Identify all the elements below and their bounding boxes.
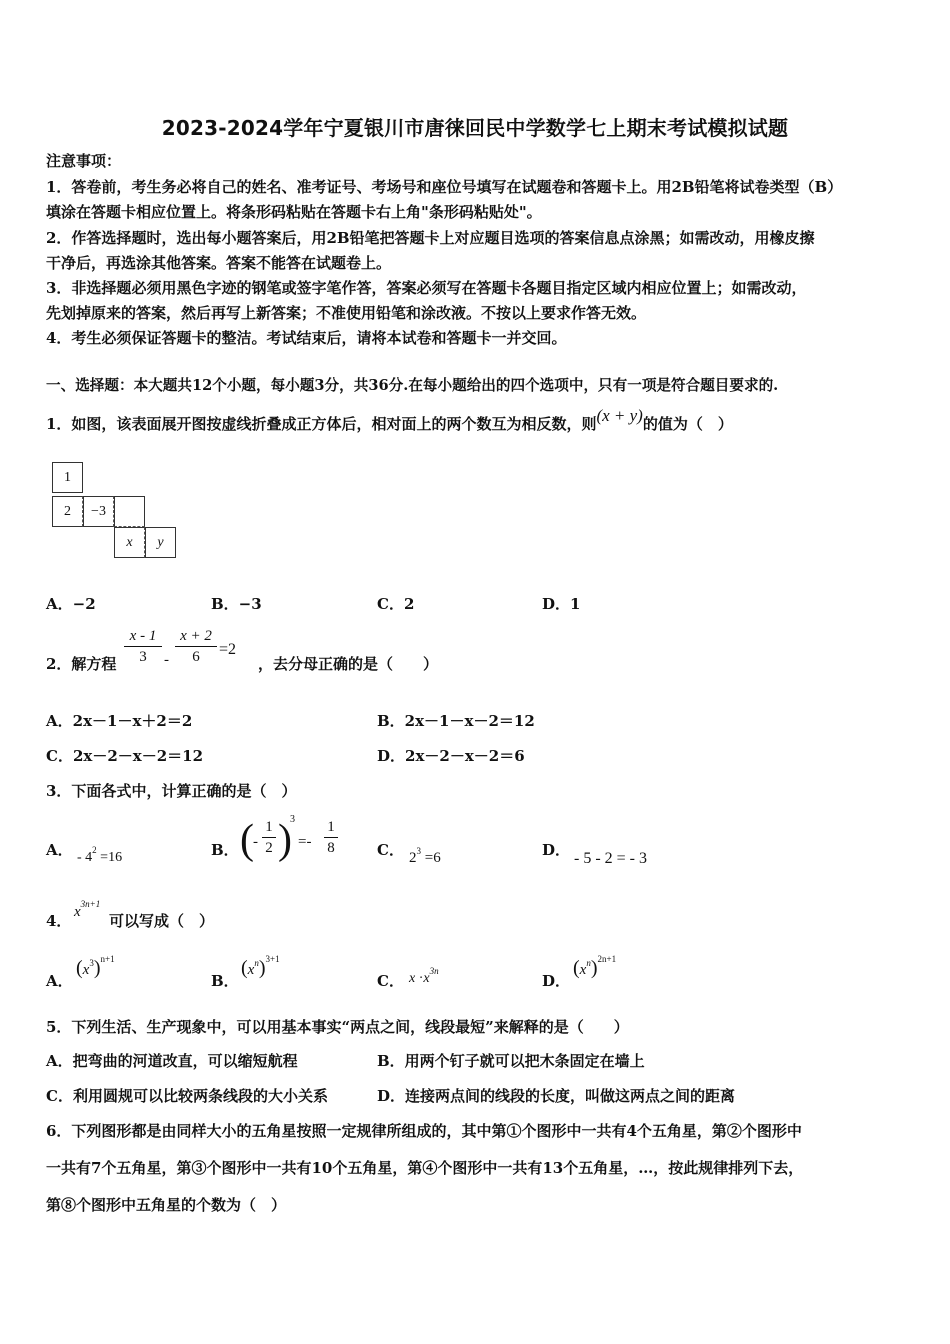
q4-c-b: x <box>423 971 430 986</box>
q4-base: x <box>74 904 81 920</box>
q2-option-b: B．2x－1－x－2＝12 <box>377 712 535 730</box>
q6-line: 第⑧个图形中五角星的个数为（ ） <box>46 1196 287 1214</box>
q4-a-in-exp: 3 <box>89 958 94 968</box>
q5-stem: 5．下列生活、生产现象中，可以用基本事实“两点之间，线段最短”来解释的是（ ） <box>46 1018 629 1036</box>
q5-option-d: D．连接两点间的线段的长度，叫做这两点之间的距离 <box>377 1087 736 1105</box>
q1-expr: (x + y) <box>596 406 643 425</box>
q1-option-c: C．2 <box>377 595 415 613</box>
q2-minus: - <box>164 652 169 668</box>
q2-f2-den: 6 <box>192 649 200 665</box>
q4-option-c-expr <box>409 966 439 987</box>
q2-option-a: A．2x－1－x＋2＝2 <box>46 712 193 730</box>
net-cell-1: 1 <box>52 462 83 493</box>
q1-option-d: D．1 <box>542 595 581 613</box>
net-cell-minus3: −3 <box>83 496 114 527</box>
q3-option-c-expr <box>409 846 441 867</box>
q3-a-rest: =16 <box>96 850 123 865</box>
q4-d-in: x <box>579 962 587 978</box>
q5-option-c: C．利用圆规可以比较两条线段的大小关系 <box>46 1087 328 1105</box>
net-cell-y: y <box>145 527 176 558</box>
q1-option-b: B．−3 <box>211 595 262 613</box>
q3-b-rden: 8 <box>327 840 335 856</box>
q2-fraction-1 <box>124 627 162 666</box>
q2-f1-den: 3 <box>139 649 147 665</box>
q3-b-eq: =- <box>298 834 312 850</box>
q5-option-b: B．用两个钉子就可以把木条固定在墙上 <box>377 1052 645 1070</box>
notice-line: 先划掉原来的答案，然后再写上新答案；不准使用铅笔和涂改液。不按以上要求作答无效。 <box>46 304 647 322</box>
q4-b-out-exp: 3+1 <box>265 954 280 964</box>
q2-stem-b: ，去分母正确的是（ ） <box>258 655 439 673</box>
q4-a-out-exp: n+1 <box>100 954 115 964</box>
q4-option-d-expr: $(x^n)^{2n+1}$ <box>573 954 617 979</box>
q3-c-rest: =6 <box>421 850 441 866</box>
q4-b-in-exp: n <box>254 958 259 968</box>
net-cell-x: x <box>114 527 145 558</box>
cube-net-figure <box>50 462 182 560</box>
q3-b-num: 1 <box>265 819 273 835</box>
q3-a-exp: 2 <box>92 845 97 855</box>
q3-b-den: 2 <box>265 840 273 856</box>
q4-d-in-exp: n <box>586 958 591 968</box>
q3-label-a: A． <box>46 841 73 859</box>
q3-b-result-frac <box>324 818 338 857</box>
q4-b-in: x <box>247 962 255 978</box>
page-title: 2023-2024学年宁夏银川市唐徕回民中学数学七上期末考试模拟试题 <box>161 116 789 140</box>
q2-f1-num: x - 1 <box>129 628 157 644</box>
q4-option-b-expr: $(x^n)^{3+1}$ <box>241 954 280 979</box>
q4-stem: 可以写成（ ） <box>109 912 215 930</box>
q2-stem-a: 2．解方程 <box>46 655 117 673</box>
q4-d-out-exp: 2n+1 <box>597 954 617 964</box>
q3-b-exp: 3 <box>290 814 295 825</box>
q3-c-exp: 3 <box>416 846 421 856</box>
q4-label-c: C． <box>377 972 404 990</box>
q4-c-a: x <box>409 971 416 986</box>
net-cell-2: 2 <box>52 496 83 527</box>
q3-option-b-expr: ( - 1 2 ) 3 =- 1 8 <box>240 812 350 872</box>
q2-fraction-2 <box>175 627 217 666</box>
q3-stem: 3．下面各式中，计算正确的是（ ） <box>46 782 297 800</box>
q1-stem-a: 1．如图，该表面展开图按虚线折叠成正方体后，相对面上的两个数互为相反数，则 <box>46 415 597 433</box>
q3-c-base: 2 <box>409 850 417 866</box>
q1-stem-b: 的值为（ ） <box>642 415 733 433</box>
q3-b-minus: - <box>253 834 258 850</box>
q2-f2-num: x + 2 <box>180 628 212 644</box>
q4-num: 4． <box>46 912 72 930</box>
q4-option-a-expr: $(x^3)^{n+1}$ <box>76 954 115 979</box>
notice-line: 填涂在答题卡相应位置上。将条形码粘贴在答题卡右上角"条形码粘贴处"。 <box>46 203 542 221</box>
notice-line: 2．作答选择题时，选出每小题答案后，用2B铅笔把答题卡上对应题目选项的答案信息点涂黑；如需改动，用橡皮擦 <box>46 229 815 247</box>
q3-b-rnum: 1 <box>327 819 335 835</box>
q4-c-exp: 3n <box>429 966 439 976</box>
q4-c-dot: · <box>418 971 424 986</box>
q3-option-a-expr <box>77 845 123 866</box>
q4-a-in: x <box>82 962 90 978</box>
notice-line: 干净后，再选涂其他答案。答案不能答在试题卷上。 <box>46 254 392 272</box>
q3-label-c: C． <box>377 841 404 859</box>
net-cell-blank <box>114 496 145 527</box>
q3-label-b: B． <box>211 841 239 859</box>
notice-heading: 注意事项： <box>46 152 122 170</box>
notice-line: 4．考生必须保证答题卡的整洁。考试结束后，请将本试卷和答题卡一并交回。 <box>46 329 567 347</box>
q5-option-a: A．把弯曲的河道改直，可以缩短航程 <box>46 1052 298 1070</box>
q3-option-d-expr: - 5 - 2 = - 3 <box>574 850 648 867</box>
q4-exp: 3n+1 <box>80 899 101 909</box>
q6-line: 6．下列图形都是由同样大小的五角星按照一定规律所组成的，其中第①个图形中一共有4个五角星，第②个图形中 <box>46 1122 802 1140</box>
q6-line: 一共有7个五角星，第③个图形中一共有10个五角星，第④个图形中一共有13个五角星，…，按此规律排列下去， <box>46 1159 804 1177</box>
q3-b-frac <box>262 818 276 857</box>
q1-option-a: A．−2 <box>46 595 96 613</box>
q3-label-d: D． <box>542 841 571 859</box>
notice-line: 1．答卷前，考生务必将自己的姓名、准考证号、考场号和座位号填写在试题卷和答题卡上。用2B铅笔将试卷类型（B） <box>46 178 843 196</box>
q4-label-d: D． <box>542 972 571 990</box>
notice-line: 3．非选择题必须用黑色字迹的钢笔或签字笔作答，答案必须写在答题卡各题目指定区域内相应位置上；如需改动， <box>46 279 807 297</box>
q2-rhs: =2 <box>219 641 237 658</box>
q3-a-base: - 4 <box>77 850 93 865</box>
q4-label-b: B． <box>211 972 239 990</box>
q4-expr <box>74 899 101 921</box>
q2-option-d: D．2x－2－x－2＝6 <box>377 747 525 765</box>
q2-option-c: C．2x－2－x－2＝12 <box>46 747 204 765</box>
q4-label-a: A． <box>46 972 73 990</box>
section-heading: 一、选择题：本大题共12个小题，每小题3分，共36分.在每小题给出的四个选项中，只有一项是符合题目要求的. <box>46 377 779 394</box>
q1-stem <box>46 406 733 434</box>
